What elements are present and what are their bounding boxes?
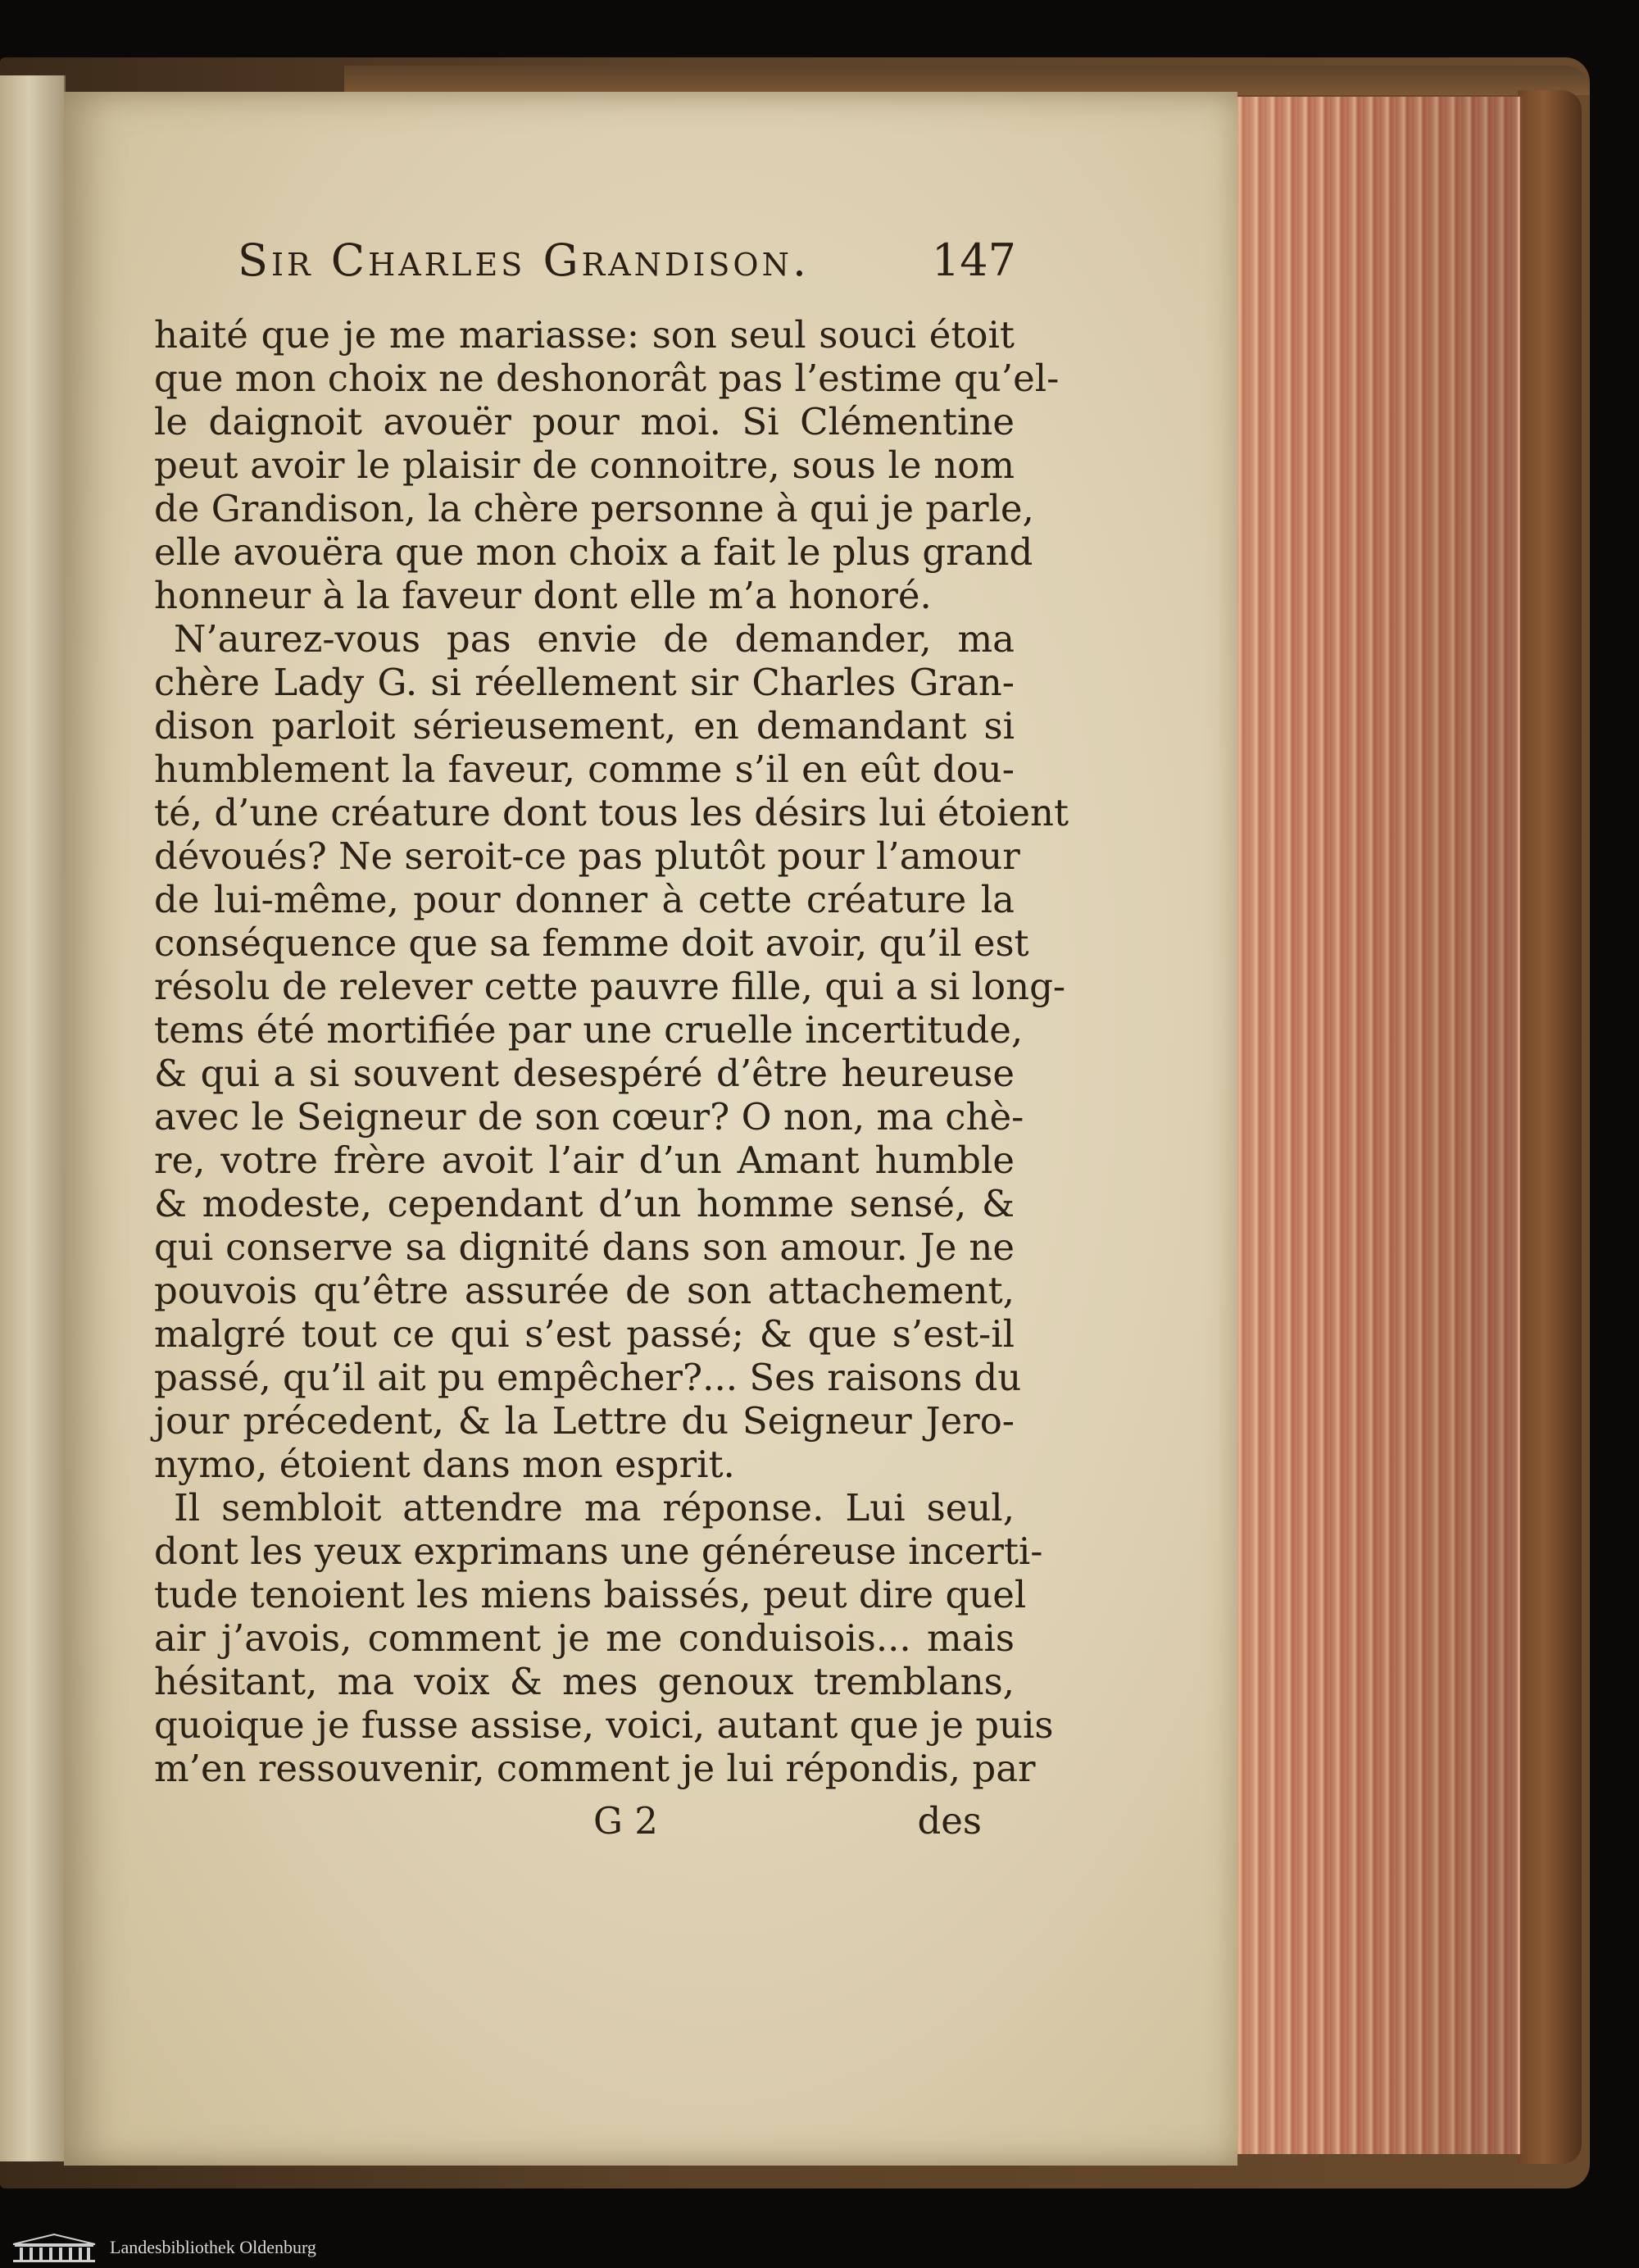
text-line: dison parloit sérieusement, en demandant si	[154, 704, 1015, 748]
text-line: jour précedent, & la Lettre du Seigneur Jero-	[154, 1399, 1015, 1443]
text-line: qui conserve sa dignité dans son amour. Je ne	[154, 1225, 1015, 1269]
running-title: Sir Charles Grandison.	[238, 234, 810, 286]
text-line: hésitant, ma voix & mes genoux tremblans,	[154, 1660, 1015, 1703]
text-line: air j’avois, comment je me conduisois... mais	[154, 1616, 1015, 1660]
page-number: 147	[931, 234, 1016, 286]
page-header	[238, 234, 1016, 292]
text-line: chère Lady G. si réellement sir Charles Gran-	[154, 661, 1015, 704]
text-line: honneur à la faveur dont elle m’a honoré.	[154, 574, 932, 617]
text-line: pouvois qu’être assurée de son attachement,	[154, 1269, 1015, 1312]
text-line: résolu de relever cette pauvre fille, qui a si long-	[154, 965, 1066, 1008]
cover-right-edge	[1518, 90, 1582, 2164]
library-name[interactable]: Landesbibliothek Oldenburg	[110, 2237, 316, 2257]
text-line: le daignoit avouër pour moi. Si Clémentine	[154, 400, 1015, 443]
text-line: passé, qu’il ait pu empêcher?... Ses raisons du	[154, 1356, 1022, 1399]
text-line: N’aurez-vous pas envie de demander, ma	[174, 617, 1015, 661]
text-line: que mon choix ne deshonorât pas l’estime qu’el-	[154, 357, 1060, 400]
text-line: m’en ressouvenir, comment je lui répondis, par	[154, 1747, 1036, 1790]
text-line: tems été mortifiée par une cruelle incertitude,	[154, 1008, 1024, 1052]
fore-edge-shading	[1229, 97, 1518, 2154]
body-text	[154, 313, 1069, 1790]
text-line: re, votre frère avoit l’air d’un Amant humble	[154, 1139, 1015, 1182]
cover-top-edge	[344, 66, 1590, 95]
signature-mark: G 2	[593, 1799, 658, 1843]
text-line: peut avoir le plaisir de connoitre, sous le nom	[154, 443, 1015, 487]
text-line: dont les yeux exprimans une généreuse incerti-	[154, 1529, 1043, 1573]
text-line: de Grandison, la chère personne à qui je parle,	[154, 487, 1034, 530]
text-line: & modeste, cependant d’un homme sensé, &	[154, 1182, 1015, 1225]
left-page-edge	[0, 75, 66, 2161]
text-line: haité que je me mariasse: son seul souci étoit	[154, 313, 1015, 357]
text-line: Il sembloit attendre ma réponse. Lui seul,	[174, 1486, 1015, 1529]
text-line: malgré tout ce qui s’est passé; & que s’est-il	[154, 1312, 1015, 1356]
text-line: dévoués? Ne seroit-ce pas plutôt pour l’amour	[154, 834, 1020, 878]
text-line: de lui-même, pour donner à cette créature la	[154, 878, 1015, 921]
text-line: avec le Seigneur de son cœur? O non, ma chè-	[154, 1095, 1024, 1139]
text-line: té, d’une créature dont tous les désirs lui étoient	[154, 791, 1069, 834]
page-footer	[154, 1799, 1015, 1848]
text-line: quoique je fusse assise, voici, autant que je puis	[154, 1703, 1054, 1747]
text-line: & qui a si souvent desespéré d’être heureuse	[154, 1052, 1015, 1095]
text-line: nymo, étoient dans mon esprit.	[154, 1443, 735, 1486]
text-line: conséquence que sa femme doit avoir, qu’il est	[154, 921, 1029, 965]
text-line: tude tenoient les miens baissés, peut dire quel	[154, 1573, 1027, 1616]
catchword: des	[917, 1799, 982, 1843]
text-line: elle avouëra que mon choix a fait le plus grand	[154, 530, 1033, 574]
library-building-icon	[10, 2233, 98, 2264]
text-line: humblement la faveur, comme s’il en eût dou-	[154, 748, 1015, 791]
